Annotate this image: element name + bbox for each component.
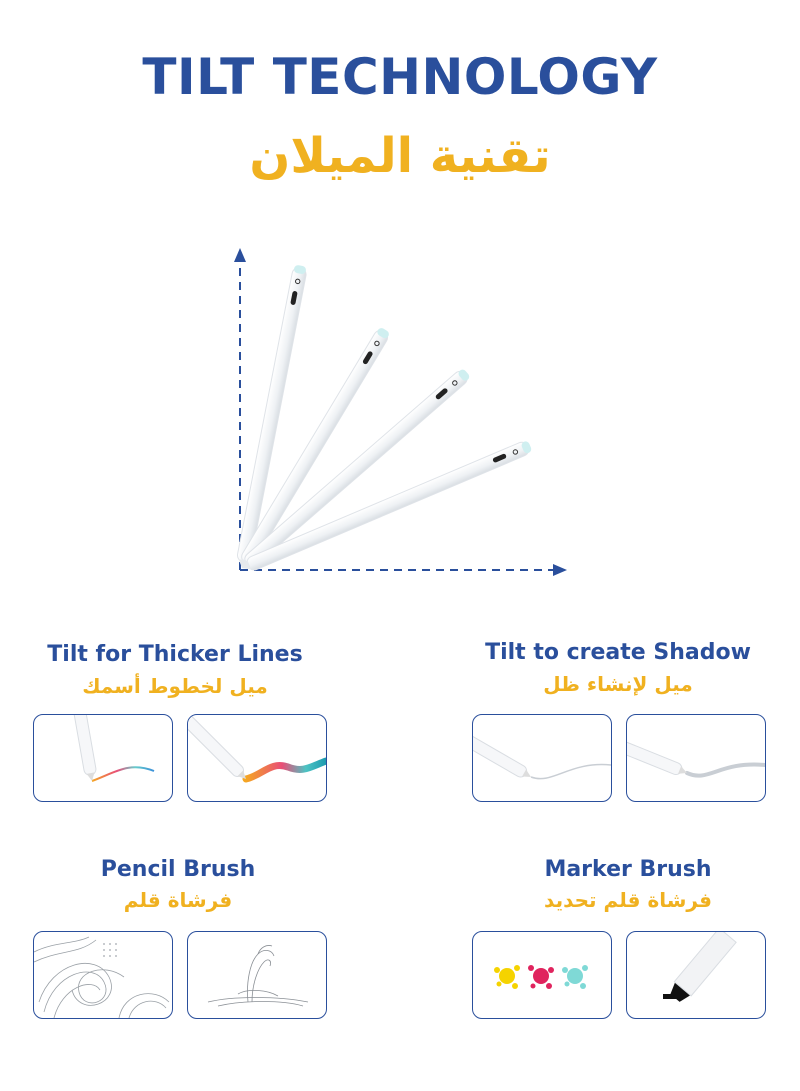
pencil-brush-arabic: فرشاة قلم: [123, 888, 233, 912]
marker-tip-example: [626, 931, 766, 1019]
yellow-splash-icon: [494, 965, 520, 989]
thicker-lines-title: Tilt for Thicker Lines: [47, 642, 303, 667]
pencil-sketch-example: [187, 931, 327, 1019]
marker-brush-arabic: فرشاة قلم تحديد: [544, 888, 712, 912]
pencil-swirl-example: [33, 931, 173, 1019]
marker-splash-example: [472, 931, 612, 1019]
thicker-lines-arabic: ميل لخطوط أسمك: [82, 674, 268, 698]
shadow-example-heavy: [626, 714, 766, 802]
pencil-brush-title: Pencil Brush: [100, 857, 256, 882]
shadow-example-light: [472, 714, 612, 802]
x-axis-arrow: [240, 564, 567, 576]
page-title-arabic: تقنية الميلان: [249, 128, 551, 184]
magenta-splash-icon: [528, 965, 554, 989]
page-title: TILT TECHNOLOGY: [142, 48, 658, 106]
marker-brush-title: Marker Brush: [544, 857, 712, 882]
thin-line-example: [33, 714, 173, 802]
shadow-title: Tilt to create Shadow: [485, 640, 751, 665]
thick-line-example: [187, 714, 327, 802]
tilt-diagram: [220, 240, 580, 585]
cyan-splash-icon: [562, 965, 588, 989]
shadow-arabic: ميل لإنشاء ظل: [543, 672, 693, 696]
